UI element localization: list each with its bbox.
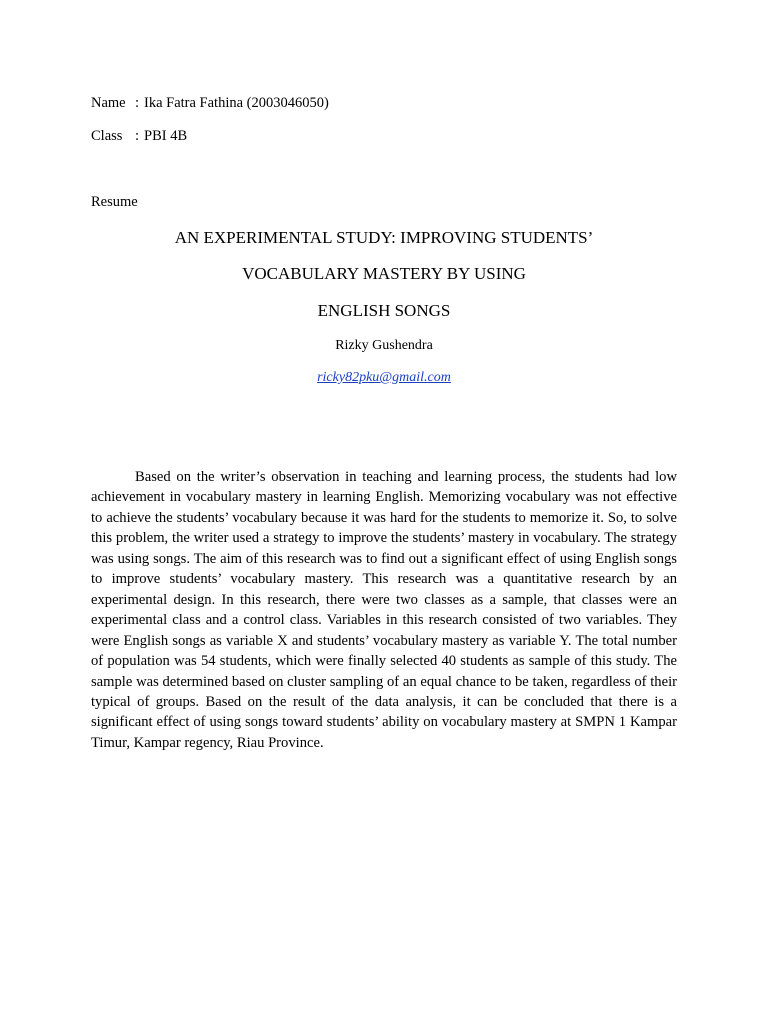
name-key: Name [91,95,126,111]
title-line-1: AN EXPERIMENTAL STUDY: IMPROVING STUDENTS’ [174,228,594,247]
class-value: PBI 4B [144,128,188,144]
name-line [91,94,329,112]
title-line-3: ENGLISH SONGS [317,301,451,320]
class-separator: : [135,128,140,144]
abstract-paragraph: Based on the writer’s observation in teaching and learning process, the students had low achievement in vocabulary mastery in learning English. Memorizing vocabulary was not effective to achieve the students’ vocabulary because it was hard for the students to memorize it. So, to solve this problem, the writer used a strategy to improve the students’ mastery in vocabulary. The strategy was using songs. The aim of this research was to find out a significant effect of using English songs to improve students’ vocabulary mastery. This research was a quantitative research by an experimental design. In this research, there were two classes as a sample, that classes were an experimental class and a control class. Variables in this research consisted of two variables. They were English songs as variable X and students’ vocabulary mastery as variable Y. The total number of population was 54 students, which were finally selected 40 students as sample of this study. The sample was determined based on cluster sampling of an equal chance to be taken, regardless of their typical of groups. Based on the result of the data analysis, it can be concluded that there is a significant effect of using songs toward students’ ability on vocabulary mastery at SMPN 1 Kampar Timur, Kampar regency, Riau Province. [91,469,677,751]
name-separator: : [135,95,140,111]
author-name: Rizky Gushendra [335,338,433,353]
resume-label: Resume [91,194,138,210]
title-line-2: VOCABULARY MASTERY BY USING [242,264,526,283]
name-value: Ika Fatra Fathina (2003046050) [144,95,329,111]
author-email-link[interactable]: ricky82pku@gmail.com [317,370,451,385]
email-container [0,369,768,386]
class-key: Class [91,128,123,144]
class-line [91,127,187,145]
